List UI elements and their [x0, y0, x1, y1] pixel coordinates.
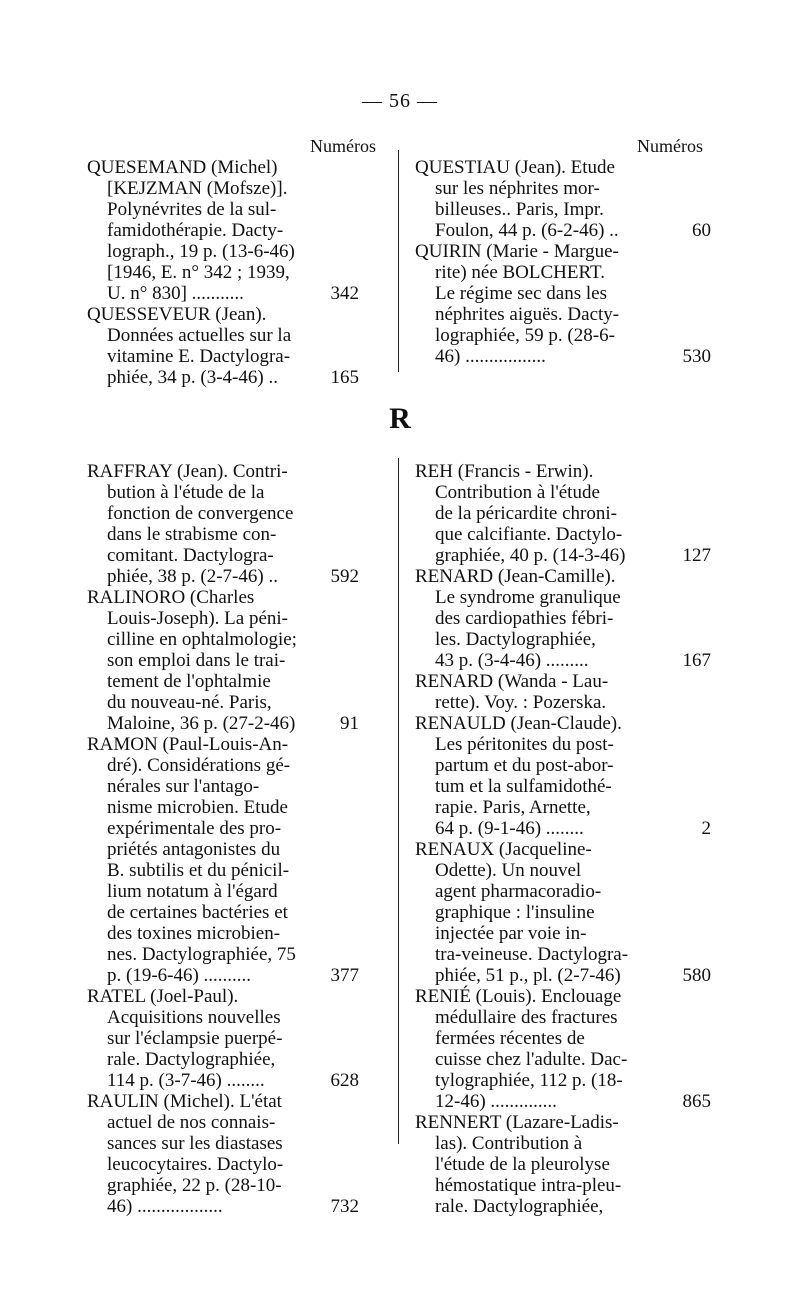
bibliography-entry: [415, 671, 711, 713]
entry-line: dré). Considérations gé-: [107, 755, 291, 776]
bibliography-entry: [87, 587, 359, 734]
entry-line: bution à l'étude de la: [107, 482, 265, 503]
bibliography-entry: [415, 566, 711, 671]
entry-line: néphrites aiguës. Dacty-: [435, 304, 620, 325]
entry-line: Le régime sec dans les: [435, 283, 607, 304]
column-divider-top: [398, 150, 399, 372]
entry-line: p. (19-6-46) ..........: [107, 965, 252, 986]
column-header-right: Numéros: [637, 136, 703, 156]
bibliography-entry: [87, 157, 359, 304]
entry-line: les. Dactylographiée,: [435, 629, 596, 650]
entry-line: leucocytaires. Dactylo-: [107, 1154, 284, 1175]
entry-heading-line: RENNERT (Lazare-Ladis-: [415, 1112, 619, 1133]
bibliography-entry: [87, 461, 359, 587]
entry-number: 342: [330, 283, 359, 304]
entry-line: phiée, 34 p. (3-4-46) ..: [107, 367, 278, 388]
entry-line: actuel de nos connais-: [107, 1112, 276, 1133]
entry-heading-line: QUESTIAU (Jean). Etude: [415, 157, 615, 178]
bibliography-entry: [87, 734, 359, 986]
entry-number: 377: [330, 965, 359, 986]
entry-line: Les péritonites du post-: [435, 734, 614, 755]
entry-number: 91: [340, 713, 359, 734]
entry-number: 2: [701, 818, 711, 839]
entry-line: phiée, 51 p., pl. (2-7-46): [435, 965, 621, 986]
entries-bottom-left: [87, 461, 359, 1217]
entry-line: sur l'éclampsie puerpé-: [107, 1028, 283, 1049]
entry-heading-line: REH (Francis - Erwin).: [415, 461, 594, 482]
entry-line: graphique : l'insuline: [435, 902, 595, 923]
entry-heading-line: RENIÉ (Louis). Enclouage: [415, 986, 622, 1007]
entry-heading-line: RAULIN (Michel). L'état: [87, 1091, 282, 1112]
entry-line: l'étude de la pleurolyse: [435, 1154, 610, 1175]
entry-line: agent pharmacoradio-: [435, 881, 602, 902]
entry-line: son emploi dans le trai-: [107, 650, 286, 671]
entry-line: de certaines bactéries et: [107, 902, 288, 923]
entry-line: partum et du post-abor-: [435, 755, 614, 776]
column-divider-bottom: [398, 458, 399, 1144]
entry-line: [KEJZMAN (Mofsze)].: [107, 178, 288, 199]
entry-line: las). Contribution à: [435, 1133, 583, 1154]
entry-line: Foulon, 44 p. (6-2-46) ..: [435, 220, 619, 241]
entry-heading-line: RAMON (Paul-Louis-An-: [87, 734, 289, 755]
entry-number: 530: [682, 346, 711, 367]
entry-line: nisme microbien. Etude: [107, 797, 288, 818]
entry-heading-line: RATEL (Joel-Paul).: [87, 986, 239, 1007]
bibliography-entry: [415, 157, 711, 241]
entry-line: 46) ..................: [107, 1196, 223, 1217]
entry-heading-line: RENAUX (Jacqueline-: [415, 839, 592, 860]
entry-line: que calcifiante. Dactylo-: [435, 524, 623, 545]
entry-line: tra-veineuse. Dactylogra-: [435, 944, 629, 965]
entry-line: injectée par voie in-: [435, 923, 587, 944]
entry-line: U. n° 830] ...........: [107, 283, 244, 304]
entry-number: 167: [682, 650, 711, 671]
entry-line: médullaire des fractures: [435, 1007, 618, 1028]
entry-line: rapie. Paris, Arnette,: [435, 797, 591, 818]
entry-line: Odette). Un nouvel: [435, 860, 582, 881]
entry-heading-line: QUIRIN (Marie - Margue-: [415, 241, 619, 262]
entry-line: 64 p. (9-1-46) ........: [435, 818, 584, 839]
entry-line: rale. Dactylographiée,: [435, 1196, 604, 1217]
entry-number: 165: [330, 367, 359, 388]
entry-heading-line: QUESEMAND (Michel): [87, 157, 278, 178]
entries-top-left: [87, 157, 359, 388]
entry-line: comitant. Dactylogra-: [107, 545, 274, 566]
entry-number: 60: [692, 220, 711, 241]
entries-bottom-right: [415, 461, 711, 1217]
bibliography-entry: [415, 839, 711, 986]
page-number: — 56 —: [362, 90, 438, 112]
entry-line: graphiée, 22 p. (28-10-: [107, 1175, 282, 1196]
bibliography-entry: [87, 304, 359, 388]
entry-line: expérimentale des pro-: [107, 818, 282, 839]
entry-line: 114 p. (3-7-46) ........: [107, 1070, 265, 1091]
bibliography-entry: [415, 986, 711, 1112]
entry-line: Maloine, 36 p. (27-2-46): [107, 713, 296, 734]
entry-line: du nouveau-né. Paris,: [107, 692, 272, 713]
bibliography-entry: [87, 1091, 359, 1217]
entry-line: de la péricardite chroni-: [435, 503, 617, 524]
entry-line: famidothérapie. Dacty-: [107, 220, 284, 241]
entry-line: [1946, E. n° 342 ; 1939,: [107, 262, 290, 283]
entry-number: 865: [682, 1091, 711, 1112]
entry-line: sances sur les diastases: [107, 1133, 283, 1154]
bibliography-entry: [415, 1112, 711, 1217]
entry-line: tylographiée, 112 p. (18-: [435, 1070, 623, 1091]
entry-heading-line: RAFFRAY (Jean). Contri-: [87, 461, 288, 482]
entry-line: lium notatum à l'égard: [107, 881, 278, 902]
entry-line: Acquisitions nouvelles: [107, 1007, 281, 1028]
entries-top-right: [415, 157, 711, 367]
entry-heading-line: RALINORO (Charles: [87, 587, 255, 608]
entry-number: 592: [330, 566, 359, 587]
entry-line: fonction de convergence: [107, 503, 294, 524]
entry-line: vitamine E. Dactylogra-: [107, 346, 291, 367]
entry-line: fermées récentes de: [435, 1028, 585, 1049]
entry-line: graphiée, 40 p. (14-3-46): [435, 545, 626, 566]
entry-line: cuisse chez l'adulte. Dac-: [435, 1049, 628, 1070]
entry-line: phiée, 38 p. (2-7-46) ..: [107, 566, 278, 587]
bibliography-entry: [415, 241, 711, 367]
bibliography-entry: [87, 986, 359, 1091]
column-header-left: Numéros: [310, 136, 376, 156]
entry-line: nes. Dactylographiée, 75: [107, 944, 296, 965]
entry-heading-line: RENARD (Jean-Camille).: [415, 566, 616, 587]
entry-line: cilline en ophtalmologie;: [107, 629, 297, 650]
entry-line: Données actuelles sur la: [107, 325, 292, 346]
entry-line: Contribution à l'étude: [435, 482, 600, 503]
entry-line: lographiée, 59 p. (28-6-: [435, 325, 615, 346]
entry-line: rale. Dactylographiée,: [107, 1049, 276, 1070]
entry-line: 43 p. (3-4-46) .........: [435, 650, 589, 671]
entry-line: 46) .................: [435, 346, 546, 367]
entry-line: tement de l'ophtalmie: [107, 671, 271, 692]
entry-line: Louis-Joseph). La péni-: [107, 608, 288, 629]
bibliography-entry: [415, 713, 711, 839]
entry-heading-line: RENARD (Wanda - Lau-: [415, 671, 609, 692]
entry-line: sur les néphrites mor-: [435, 178, 600, 199]
entry-line: des toxines microbien-: [107, 923, 281, 944]
entry-heading-line: QUESSEVEUR (Jean).: [87, 304, 267, 325]
entry-line: billeuses.. Paris, Impr.: [435, 199, 604, 220]
entry-line: dans le strabisme con-: [107, 524, 277, 545]
entry-line: lograph., 19 p. (13-6-46): [107, 241, 295, 262]
entry-line: nérales sur l'antago-: [107, 776, 260, 797]
entry-number: 732: [330, 1196, 359, 1217]
entry-line: rite) née BOLCHERT.: [435, 262, 605, 283]
entry-number: 127: [682, 545, 711, 566]
entry-line: tum et la sulfamidothé-: [435, 776, 612, 797]
entry-number: 628: [330, 1070, 359, 1091]
entry-line: B. subtilis et du pénicil-: [107, 860, 290, 881]
entry-line: rette). Voy. : Pozerska.: [435, 692, 607, 713]
entry-line: Polynévrites de la sul-: [107, 199, 277, 220]
entry-line: 12-46) ..............: [435, 1091, 557, 1112]
entry-line: hémostatique intra-pleu-: [435, 1175, 622, 1196]
section-letter: R: [389, 402, 411, 435]
bibliography-entry: [415, 461, 711, 566]
entry-number: 580: [682, 965, 711, 986]
entry-line: priétés antagonistes du: [107, 839, 281, 860]
entry-line: Le syndrome granulique: [435, 587, 621, 608]
entry-line: des cardiopathies fébri-: [435, 608, 614, 629]
entry-heading-line: RENAULD (Jean-Claude).: [415, 713, 622, 734]
